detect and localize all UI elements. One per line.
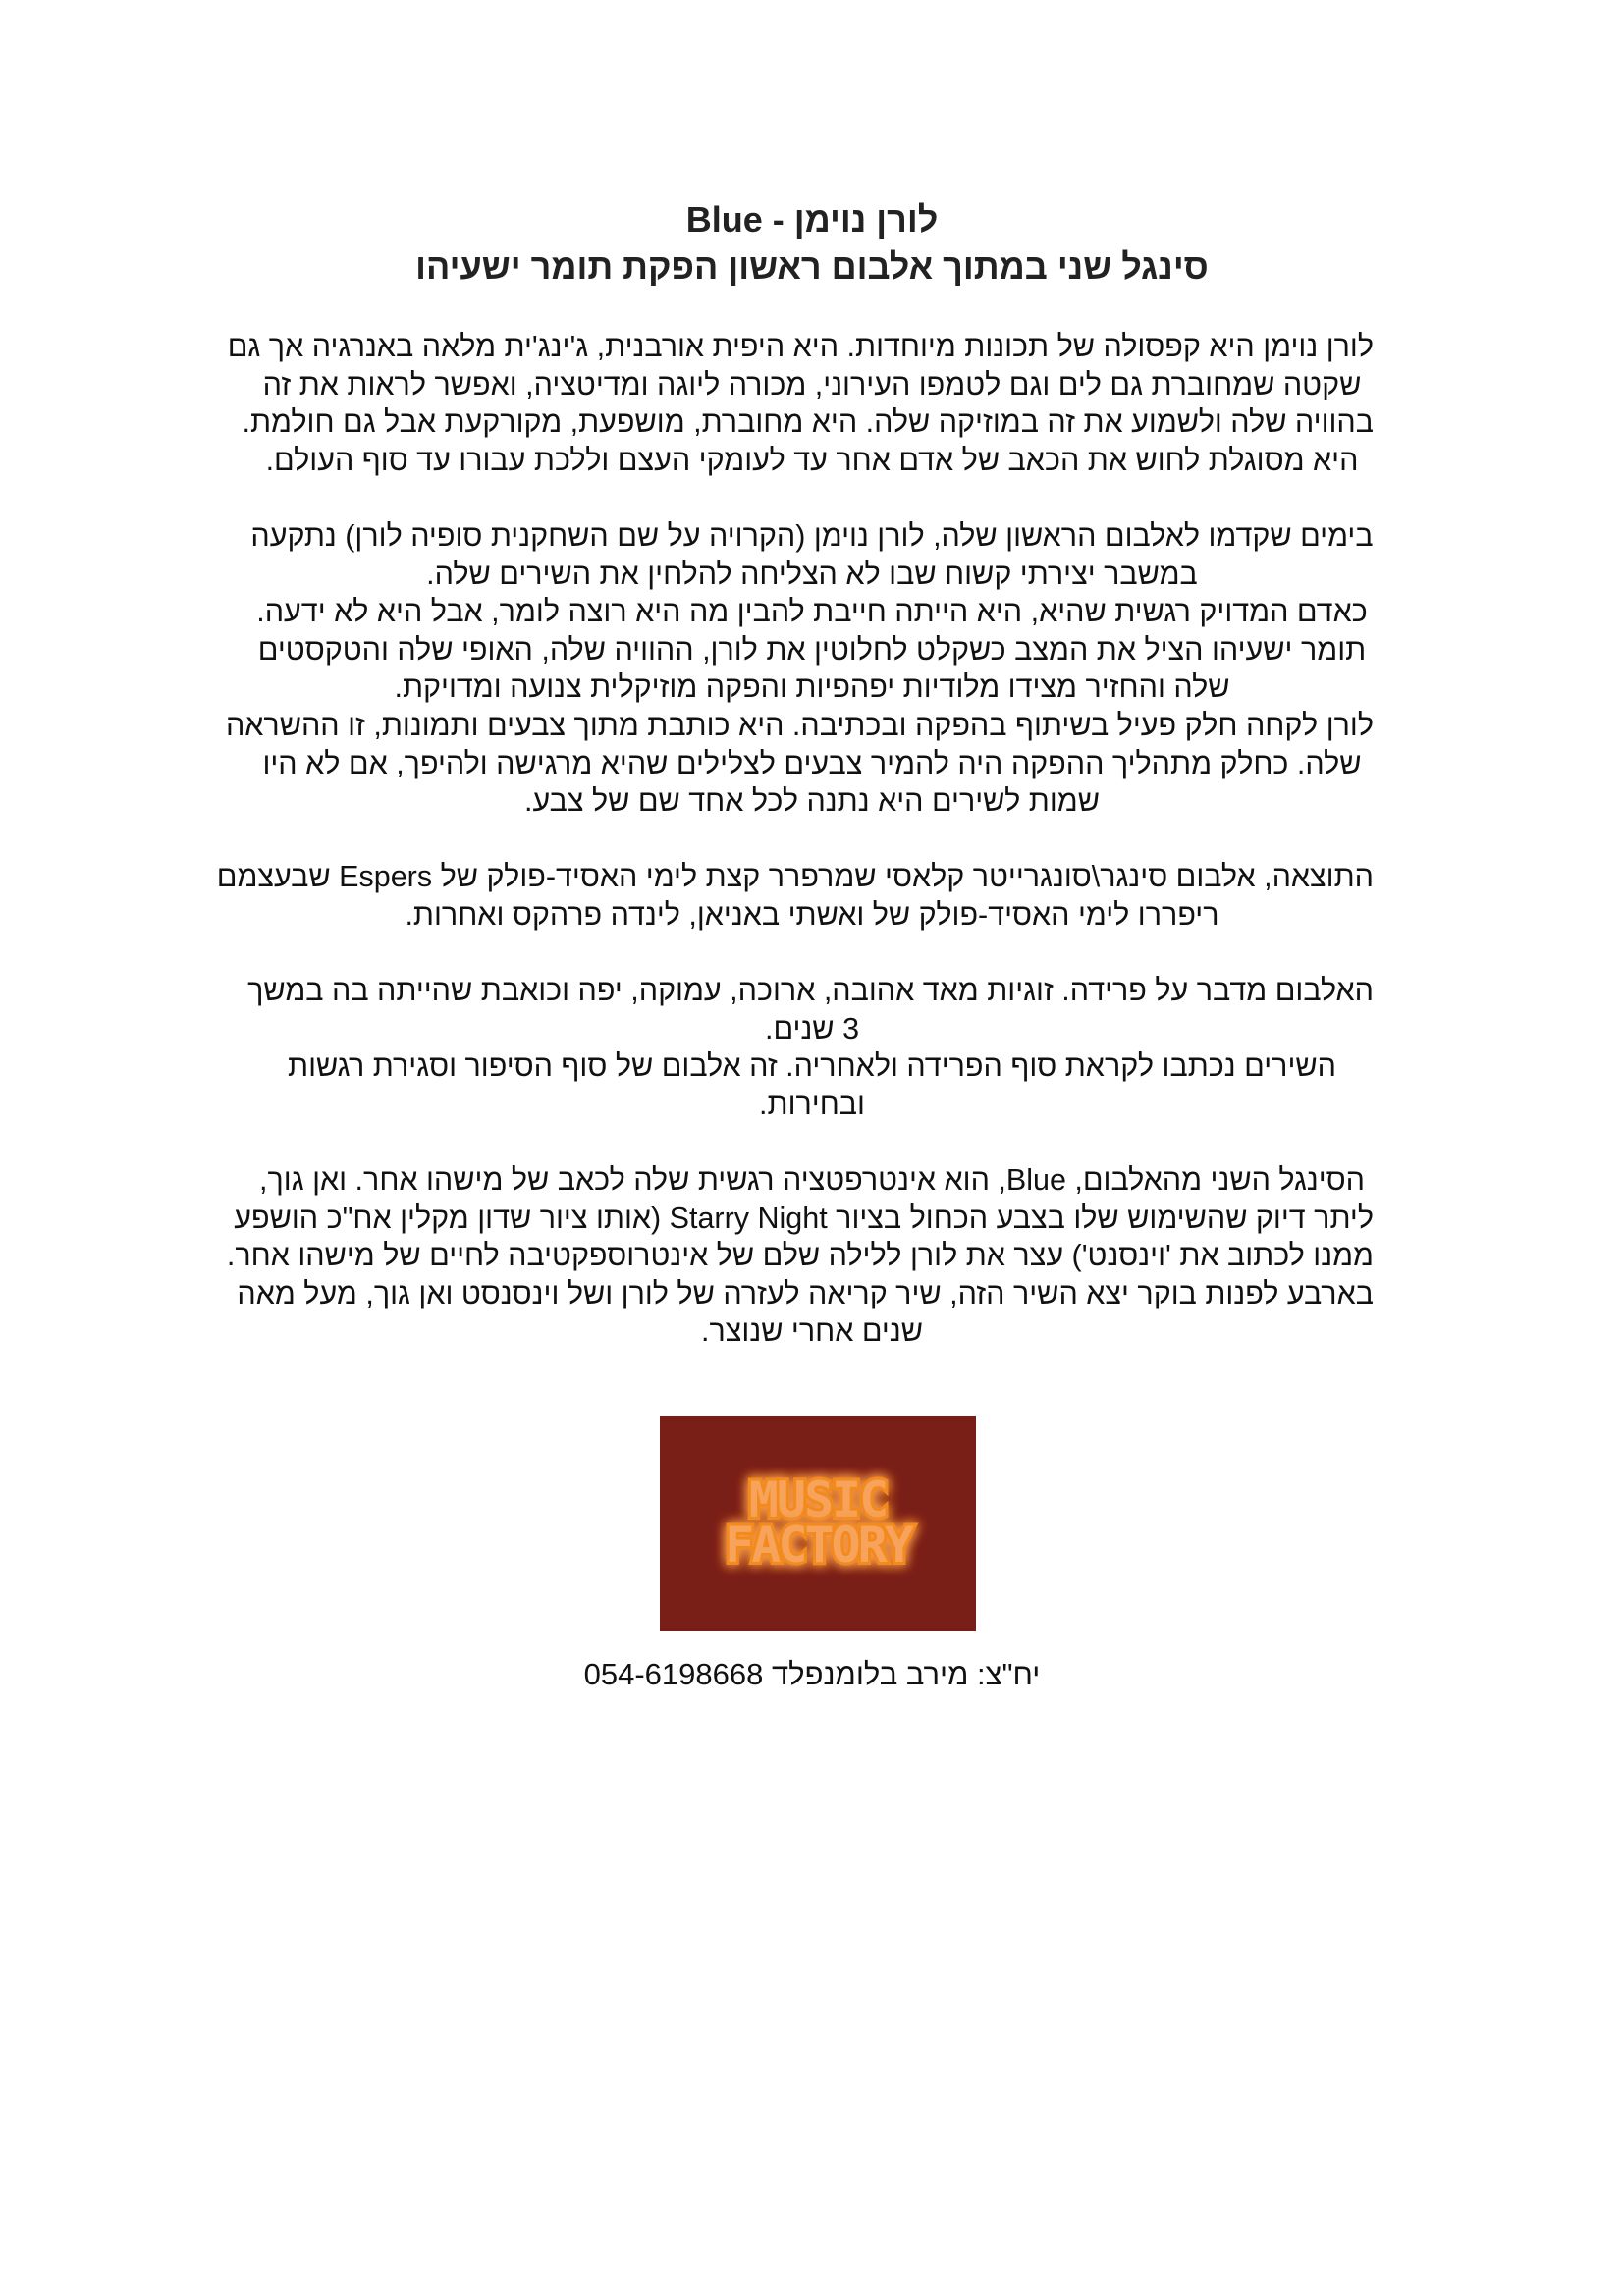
body-line: הסינגל השני מהאלבום, Blue, הוא אינטרפטציה רגשית שלה לכאב של מישהו אחר. ואן גוך, bbox=[259, 1163, 1365, 1198]
body-line: לורן לקחה חלק פעיל בשיתוף בהפקה ובכתיבה. היא כותבת מתוך צבעים ותמונות, זו ההשראה bbox=[225, 708, 1374, 742]
body-line: שנים אחרי שנוצר. bbox=[701, 1314, 923, 1349]
paragraph-gap bbox=[250, 1123, 1374, 1161]
body-line: השירים נכתבו לקראת סוף הפרידה ולאחריה. זה אלבום של סוף הסיפור וסגירת רגשות bbox=[288, 1049, 1336, 1084]
paragraph-gap bbox=[250, 934, 1374, 973]
body-line: ובחירות. bbox=[759, 1087, 865, 1121]
page-subtitle: סינגל שני במתוך אלבום ראשון הפקת תומר ישעיהו bbox=[415, 246, 1209, 287]
body-line: ליתר דיוק שהשימוש שלו בצבע הכחול בציור Starry Night (אותו ציור שדון מקלין אח"כ הושפע bbox=[234, 1201, 1374, 1235]
logo-text-line2: FACTORY bbox=[725, 1517, 911, 1574]
body-line: היא מסוגלת לחוש את הכאב של אדם אחר עד לעומקי העצם וללכת עבורו עד סוף העולם. bbox=[265, 443, 1359, 477]
body-line: בארבע לפנות בוקר יצא השיר הזה, שיר קריאה לעזרה של לורן ושל וינסנסט ואן גוך, מעל מאה bbox=[237, 1276, 1374, 1310]
body-line: במשבר יצירתי קשוח שבו לא הצליחה להלחין את השירים שלה. bbox=[426, 557, 1198, 591]
body-line: ריפררו לימי האסיד-פולק של ואשתי באניאן, לינדה פרהקס ואחרות. bbox=[405, 897, 1219, 932]
music-factory-logo bbox=[660, 1416, 976, 1631]
body-line: שלה. כחלק מתהליך ההפקה היה להמיר צבעים לצלילים שהיא מרגישה ולהיפך, אם לא היו bbox=[262, 746, 1362, 780]
body-line: שקטה שמחוברת גם לים וגם לטמפו העירוני, מכורה ליוגה ומדיטציה, ואפשר לראות את זה bbox=[262, 367, 1362, 401]
body-line: האלבום מדבר על פרידה. זוגיות מאד אהובה, ארוכה, עמוקה, יפה וכואבת שהייתה בה במשך bbox=[247, 974, 1374, 1008]
body-line: 3 שנים. bbox=[764, 1011, 860, 1045]
body-line: כאדם המדויק רגשית שהיא, היא הייתה חייבת להבין מה היא רוצה לומר, אבל היא לא ידעה. bbox=[256, 595, 1368, 629]
body-line: בהוויה שלה ולשמוע את זה במוזיקה שלה. היא מחוברת, מושפעת, מקורקעת אבל גם חולמת. bbox=[242, 405, 1374, 440]
body-line: שמות לשירים היא נתנה לכל אחד שם של צבע. bbox=[524, 784, 1100, 819]
logo-graphic bbox=[660, 1416, 976, 1631]
paragraph-gap bbox=[250, 821, 1374, 859]
page-title: לורן נוימן - Blue bbox=[685, 199, 939, 240]
body-line: התוצאה, אלבום סינגר\סונגרייטר קלאסי שמרפרר קצת לימי האסיד-פולק של Espers שבעצמם bbox=[216, 860, 1374, 894]
body-text bbox=[216, 328, 1374, 1351]
body-line: בימים שקדמו לאלבום הראשון שלה, לורן נוימן (הקרויה על שם השחקנית סופיה לורן) נתקעה bbox=[250, 518, 1374, 553]
body-line: לורן נוימן היא קפסולה של תכונות מיוחדות. היא היפית אורבנית, ג'ינג'ית מלאה באנרגיה אך גם bbox=[227, 330, 1374, 363]
body-line: שלה והחזיר מצידו מלודיות יפהפיות והפקה מוזיקלית צנועה ומדויקת. bbox=[394, 670, 1230, 705]
body-line: ממנו לכתוב את 'וינסנט') עצר את לורן ללילה שלם של אינטרוספקטיבה לחיים של מישהו אחר. bbox=[226, 1239, 1374, 1273]
body-line: תומר ישעיהו הציל את המצב כשקלט לחלוטין את לורן, ההוויה שלה, האופי שלה והטקסטים bbox=[257, 632, 1367, 667]
pr-contact: יח"צ: מירב בלומנפלד 054-6198668 bbox=[583, 1657, 1041, 1691]
title-block bbox=[0, 196, 1624, 291]
logo-text-line1: MUSIC bbox=[748, 1471, 888, 1528]
paragraph-gap bbox=[250, 479, 1374, 517]
